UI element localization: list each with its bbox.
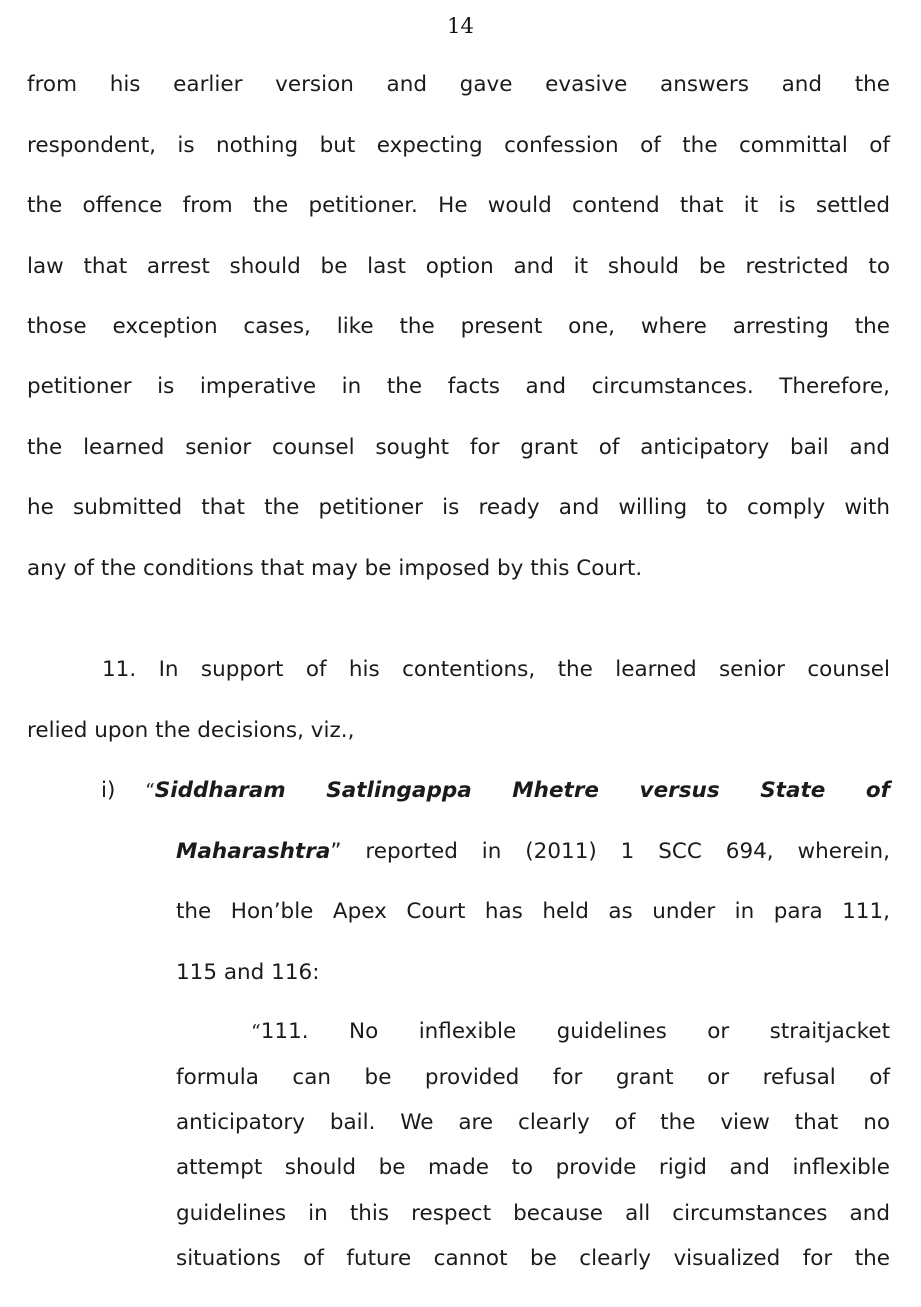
paragraph-11-line-1: 11. In support of his contentions, the learned senior counsel [102, 657, 890, 682]
paragraph-line: law that arrest should be last option and it should be restricted to [27, 254, 890, 279]
paragraph-line: the learned senior counsel sought for grant of anticipatory bail and [27, 435, 890, 460]
quote-line: formula can be provided for grant or refusal of [176, 1065, 890, 1090]
quote-line: attempt should be made to provide rigid and inflexible [176, 1155, 890, 1180]
quote-line: situations of future cannot be clearly visualized for the [176, 1246, 890, 1271]
open-quote: “ [251, 1021, 261, 1043]
paragraph-line: any of the conditions that may be imposed by this Court. [27, 556, 643, 581]
paragraph-line: the offence from the petitioner. He would contend that it is settled [27, 193, 890, 218]
paragraph-line: respondent, is nothing but expecting confession of the committal of [27, 133, 890, 158]
page-number: 14 [447, 14, 474, 38]
citation-reference: ” reported in (2011) 1 SCC 694, wherein, [330, 839, 890, 864]
quote-line: guidelines in this respect because all circumstances and [176, 1201, 890, 1226]
case-name-part-2: Maharashtra [176, 839, 331, 864]
case-name-part-1: Siddharam Satlingappa Mhetre versus State of [154, 778, 890, 803]
quote-first-line [251, 1019, 890, 1044]
open-quote: “ [145, 780, 155, 802]
paragraph-line: those exception cases, like the present one, where arresting the [27, 314, 890, 339]
quote-first-line-text: 111. No inflexible guidelines or straitjacket [260, 1019, 890, 1044]
paragraph-line: petitioner is imperative in the facts and circumstances. Therefore, [27, 374, 890, 399]
citation-marker: i) [101, 778, 116, 803]
paragraph-line: from his earlier version and gave evasive answers and the [27, 72, 890, 97]
citation-line-3: the Hon’ble Apex Court has held as under in para 111, [176, 899, 890, 924]
paragraph-11-line-2: relied upon the decisions, viz., [27, 718, 355, 743]
quote-line: anticipatory bail. We are clearly of the view that no [176, 1110, 890, 1135]
citation-case-name-line [145, 778, 890, 803]
paragraph-line: he submitted that the petitioner is ready and willing to comply with [27, 495, 890, 520]
citation-line-4: 115 and 116: [176, 960, 320, 985]
citation-line-2 [176, 839, 890, 864]
